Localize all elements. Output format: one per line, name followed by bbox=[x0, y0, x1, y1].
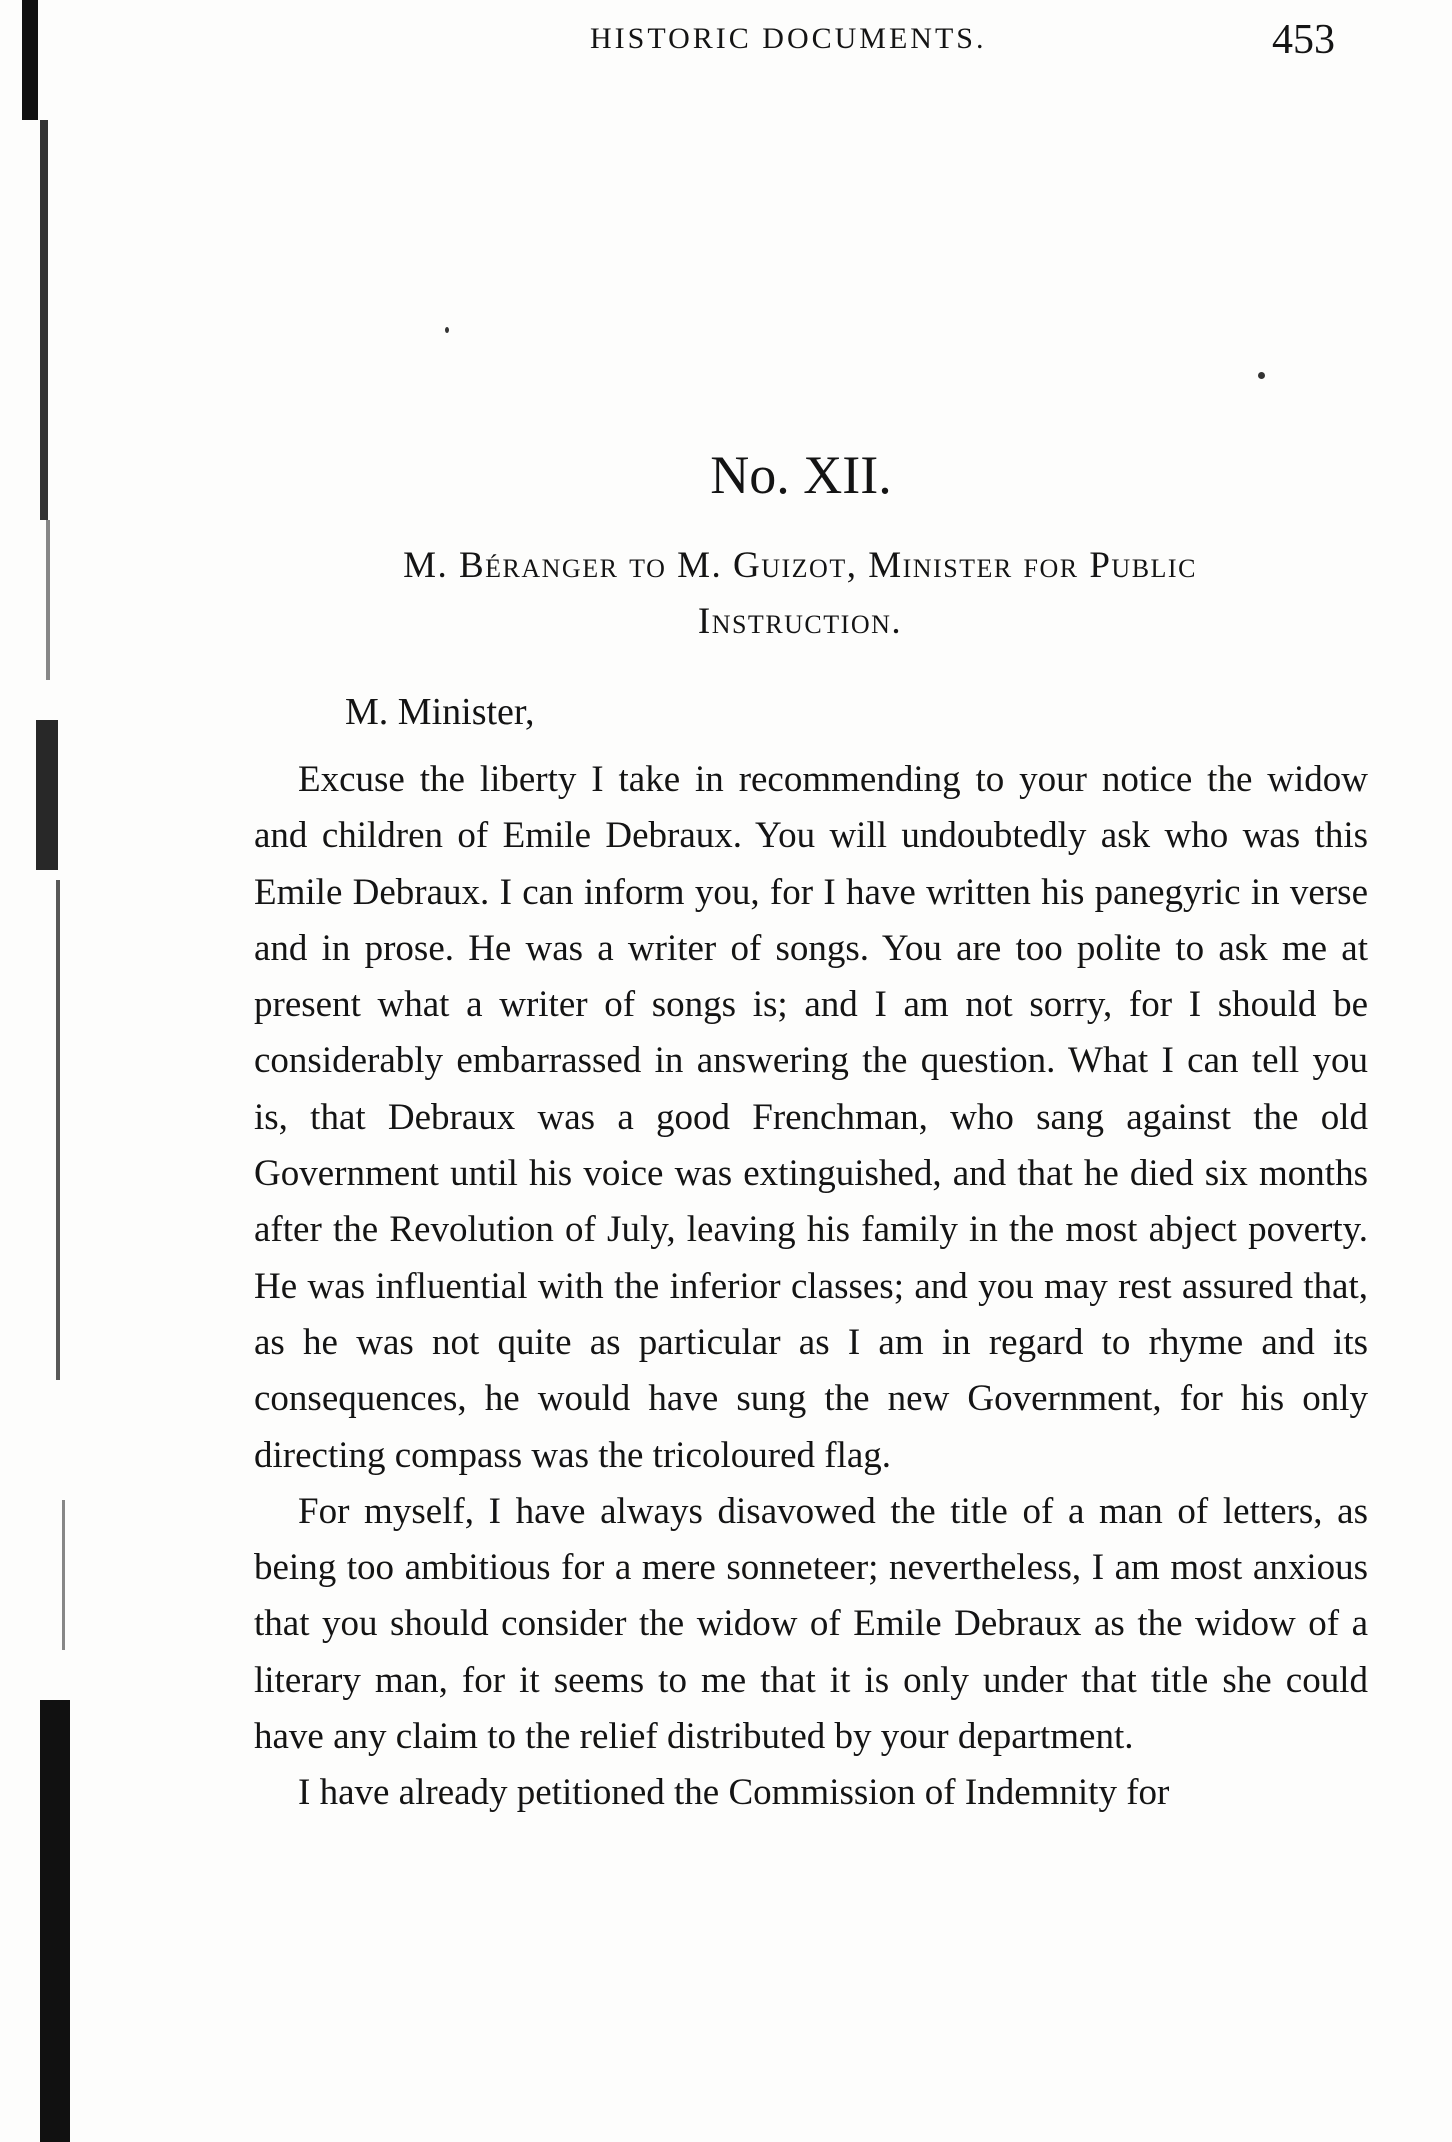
paragraph: For myself, I have always disavowed the title of a man of letters, as being too ambitious for a mere sonneteer; nevertheless, I am most anxious that you should consider the widow of Emile Debraux as the widow of a literary man, for it seems to me that it is only under that title she could have any claim to the relief distributed by your department. bbox=[254, 1490, 1368, 1758]
scan-speck bbox=[445, 327, 449, 333]
page-number: 453 bbox=[1272, 17, 1335, 63]
letter-heading bbox=[255, 538, 1345, 650]
running-head: HISTORIC DOCUMENTS. bbox=[590, 22, 987, 55]
heading-line-1: M. Béranger to M. Guizot, Minister for Public bbox=[403, 545, 1197, 586]
letter-body bbox=[254, 752, 1368, 1822]
salutation: M. Minister, bbox=[345, 691, 535, 733]
binding-gutter-shadow bbox=[0, 0, 80, 2142]
paragraph: Excuse the liberty I take in recommending to your notice the widow and children of Emile Debraux. You will undoubtedly ask who was this Emile Debraux. I can inform you, for I have written his panegyric in verse and in prose. He was a writer of songs. You are too polite to ask me at present what a writer of songs is; and I am not sorry, for I should be considerably embarrassed in answering the question. What I can tell you is, that Debraux was a good Frenchman, who sang against the old Government until his voice was extinguished, and that he died six months after the Revolution of July, leaving his family in the most abject poverty. He was influential with the inferior classes; and you may rest assured that, as he was not quite as particular as I am in regard to rhyme and its consequences, he would have sung the new Government, for his only directing compass was the tricoloured flag. bbox=[254, 759, 1368, 1476]
document-number: No. XII. bbox=[710, 445, 892, 505]
scan-speck bbox=[1258, 372, 1265, 379]
heading-line-2: Instruction. bbox=[697, 601, 903, 642]
paragraph: I have already petitioned the Commission of Indemnity for bbox=[298, 1772, 1170, 1814]
